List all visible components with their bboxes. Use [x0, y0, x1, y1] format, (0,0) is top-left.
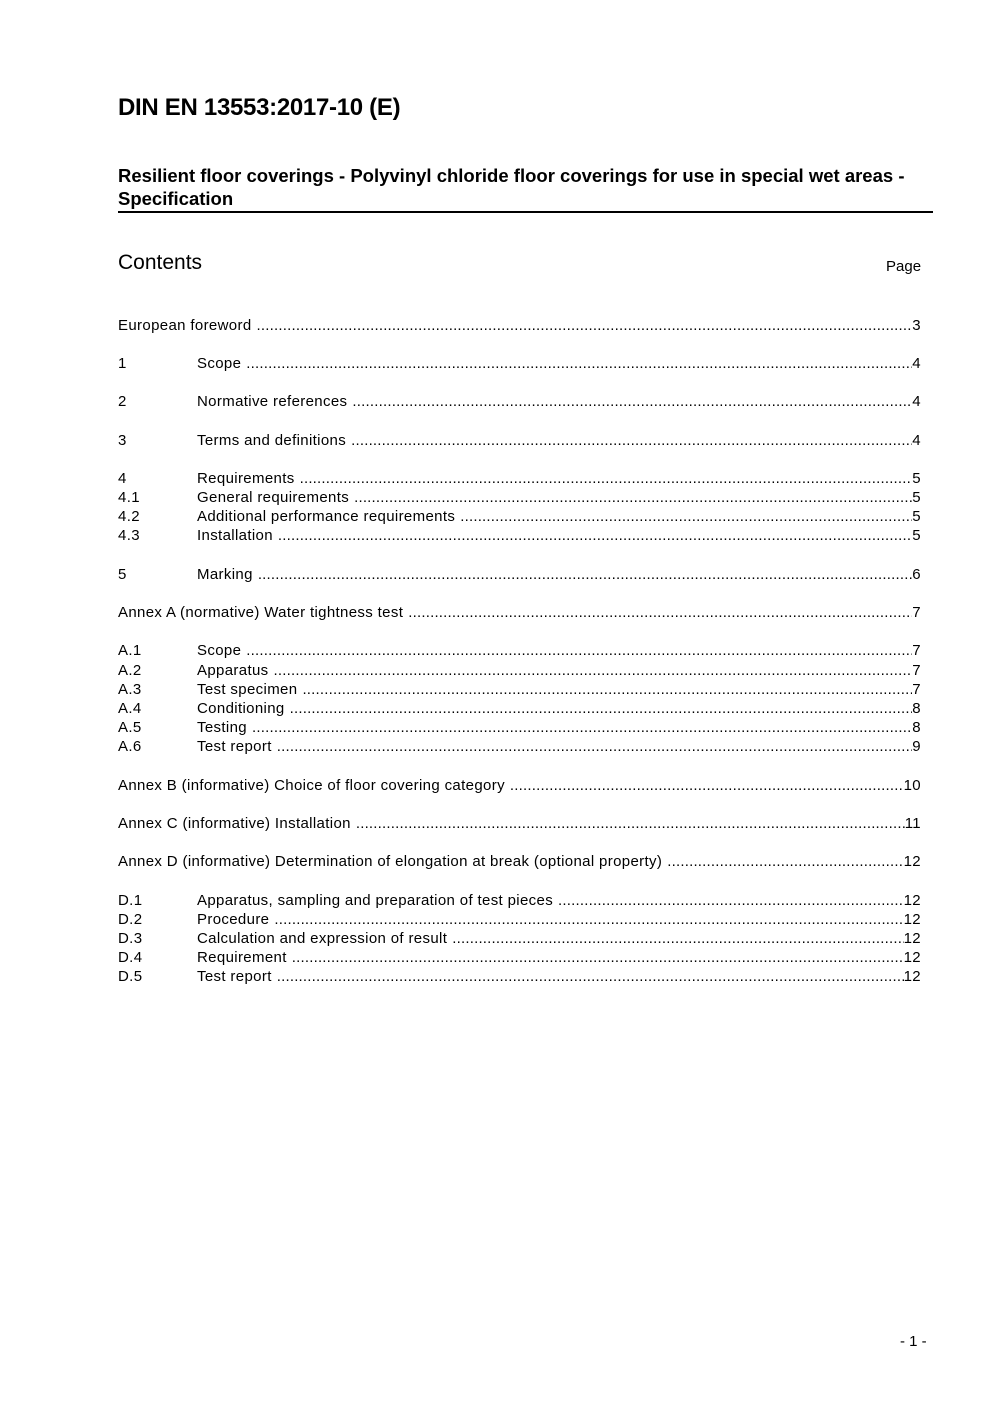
- toc-entry-title: Annex D (informative) Determination of elongation at break (optional property): [118, 853, 663, 870]
- toc-leader: [272, 737, 913, 756]
- toc-entry-page: 5: [912, 489, 921, 506]
- toc-leader: [553, 891, 904, 910]
- toc-entry-d-2[interactable]: [118, 910, 921, 929]
- toc-entry-5[interactable]: [118, 565, 921, 584]
- toc-entry-page: 12: [903, 853, 921, 870]
- toc-entry-title: Requirements: [197, 470, 295, 487]
- toc-entry-number: D.1: [118, 892, 143, 909]
- toc-leader: [269, 910, 903, 929]
- toc-leader: [252, 316, 913, 335]
- toc-entry-page: 4: [912, 355, 921, 372]
- toc-entry-title: Testing: [197, 719, 247, 736]
- toc-entry-annex-b[interactable]: [118, 776, 921, 795]
- toc-entry-page: 7: [912, 662, 921, 679]
- toc-entry-number: 1: [118, 355, 127, 372]
- toc-entry-d-3[interactable]: [118, 929, 921, 948]
- toc-entry-title: Normative references: [197, 393, 348, 410]
- toc-entry-title: Installation: [197, 527, 273, 544]
- toc-leader: [285, 699, 913, 718]
- toc-entry-page: 12: [903, 949, 921, 966]
- toc-entry-page: 11: [904, 815, 921, 832]
- toc-entry-2[interactable]: [118, 392, 921, 411]
- toc-entry-number: D.2: [118, 911, 143, 928]
- toc-entry-european-foreword[interactable]: [118, 316, 921, 335]
- toc-leader: [346, 431, 912, 450]
- toc-leader: [403, 603, 912, 622]
- toc-entry-page: 12: [903, 930, 921, 947]
- toc-entry-page: 12: [903, 911, 921, 928]
- toc-entry-annex-c[interactable]: [118, 814, 921, 833]
- toc-leader: [253, 565, 912, 584]
- toc-leader: [297, 680, 912, 699]
- toc-entry-a-3[interactable]: [118, 680, 921, 699]
- toc-entry-page: 7: [912, 681, 921, 698]
- toc-leader: [241, 641, 912, 660]
- toc-entry-page: 4: [912, 432, 921, 449]
- toc-leader: [273, 526, 912, 545]
- toc-entry-number: D.5: [118, 968, 143, 985]
- toc-leader: [269, 661, 913, 680]
- toc-leader: [349, 488, 912, 507]
- toc-entry-title: European foreword: [118, 317, 252, 334]
- toc-leader: [351, 814, 905, 833]
- toc-entry-title: Annex B (informative) Choice of floor covering category: [118, 777, 505, 794]
- toc-leader: [241, 354, 912, 373]
- toc-entry-title: Calculation and expression of result: [197, 930, 448, 947]
- toc-entry-4-3[interactable]: [118, 526, 921, 545]
- toc-entry-page: 5: [912, 470, 921, 487]
- toc-entry-page: 7: [912, 642, 921, 659]
- toc-entry-number: A.1: [118, 642, 142, 659]
- toc-entry-number: D.4: [118, 949, 143, 966]
- toc-entry-page: 3: [912, 317, 921, 334]
- toc-entry-number: A.4: [118, 700, 142, 717]
- toc-entry-d-4[interactable]: [118, 948, 921, 967]
- toc-entry-title: Additional performance requirements: [197, 508, 456, 525]
- toc-entry-1[interactable]: [118, 354, 921, 373]
- toc-entry-title: Scope: [197, 642, 242, 659]
- toc-entry-d-5[interactable]: [118, 967, 921, 986]
- toc-entry-page: 8: [912, 719, 921, 736]
- toc-entry-title: Annex A (normative) Water tightness test: [118, 604, 404, 621]
- toc-leader: [505, 776, 904, 795]
- toc-entry-title: Test specimen: [197, 681, 298, 698]
- toc-entry-title: Apparatus, sampling and preparation of test pieces: [197, 892, 554, 909]
- toc-entry-title: Apparatus: [197, 662, 269, 679]
- toc-entry-number: 4.2: [118, 508, 140, 525]
- toc-entry-a-6[interactable]: [118, 737, 921, 756]
- toc-leader: [347, 392, 912, 411]
- toc-leader: [662, 852, 903, 871]
- toc-entry-title: Requirement: [197, 949, 287, 966]
- toc-entry-title: Scope: [197, 355, 242, 372]
- toc-entry-number: A.6: [118, 738, 142, 755]
- toc-entry-number: 2: [118, 393, 127, 410]
- toc-entry-a-5[interactable]: [118, 718, 921, 737]
- toc-entry-4-2[interactable]: [118, 507, 921, 526]
- toc-entry-a-2[interactable]: [118, 661, 921, 680]
- toc-entry-page: 8: [912, 700, 921, 717]
- toc-entry-title: General requirements: [197, 489, 350, 506]
- toc-entry-number: 5: [118, 566, 127, 583]
- toc-entry-number: 3: [118, 432, 127, 449]
- toc-entry-annex-a[interactable]: [118, 603, 921, 622]
- page-column-heading: Page: [886, 258, 922, 275]
- toc-entry-4-1[interactable]: [118, 488, 921, 507]
- document-title: Resilient floor coverings - Polyvinyl chloride floor coverings for use in special wet areas - Specification: [118, 164, 933, 213]
- contents-heading: Contents: [118, 251, 203, 274]
- toc-entry-4[interactable]: [118, 469, 921, 488]
- document-id: DIN EN 13553:2017-10 (E): [118, 94, 401, 121]
- toc-entry-number: 4.1: [118, 489, 140, 506]
- toc-entry-title: Test report: [197, 738, 272, 755]
- toc-entry-page: 10: [903, 777, 921, 794]
- toc-entry-3[interactable]: [118, 431, 921, 450]
- toc-entry-title: Marking: [197, 566, 253, 583]
- toc-entry-page: 5: [912, 527, 921, 544]
- toc-entry-page: 7: [912, 604, 921, 621]
- toc-entry-annex-d[interactable]: [118, 852, 921, 871]
- toc-entry-page: 6: [912, 566, 921, 583]
- toc-entry-page: 9: [912, 738, 921, 755]
- toc-entry-title: Procedure: [197, 911, 270, 928]
- toc-entry-a-4[interactable]: [118, 699, 921, 718]
- toc-entry-number: A.2: [118, 662, 142, 679]
- toc-entry-number: A.3: [118, 681, 142, 698]
- toc-leader: [247, 718, 912, 737]
- toc-entry-title: Annex C (informative) Installation: [118, 815, 351, 832]
- table-of-contents: [118, 0, 921, 1403]
- toc-entry-page: 12: [903, 968, 921, 985]
- toc-entry-number: 4: [118, 470, 127, 487]
- toc-entry-a-1[interactable]: [118, 641, 921, 660]
- toc-leader: [447, 929, 903, 948]
- toc-entry-title: Conditioning: [197, 700, 285, 717]
- toc-entry-number: A.5: [118, 719, 142, 736]
- page-number-footer: - 1 -: [900, 1333, 927, 1350]
- toc-leader: [455, 507, 912, 526]
- toc-entry-page: 4: [912, 393, 921, 410]
- toc-entry-title: Terms and definitions: [197, 432, 347, 449]
- toc-entry-d-1[interactable]: [118, 891, 921, 910]
- toc-leader: [287, 948, 904, 967]
- toc-entry-title: Test report: [197, 968, 272, 985]
- toc-entry-page: 12: [903, 892, 921, 909]
- toc-entry-number: D.3: [118, 930, 143, 947]
- toc-leader: [272, 967, 904, 986]
- toc-entry-page: 5: [912, 508, 921, 525]
- toc-entry-number: 4.3: [118, 527, 140, 544]
- toc-leader: [295, 469, 913, 488]
